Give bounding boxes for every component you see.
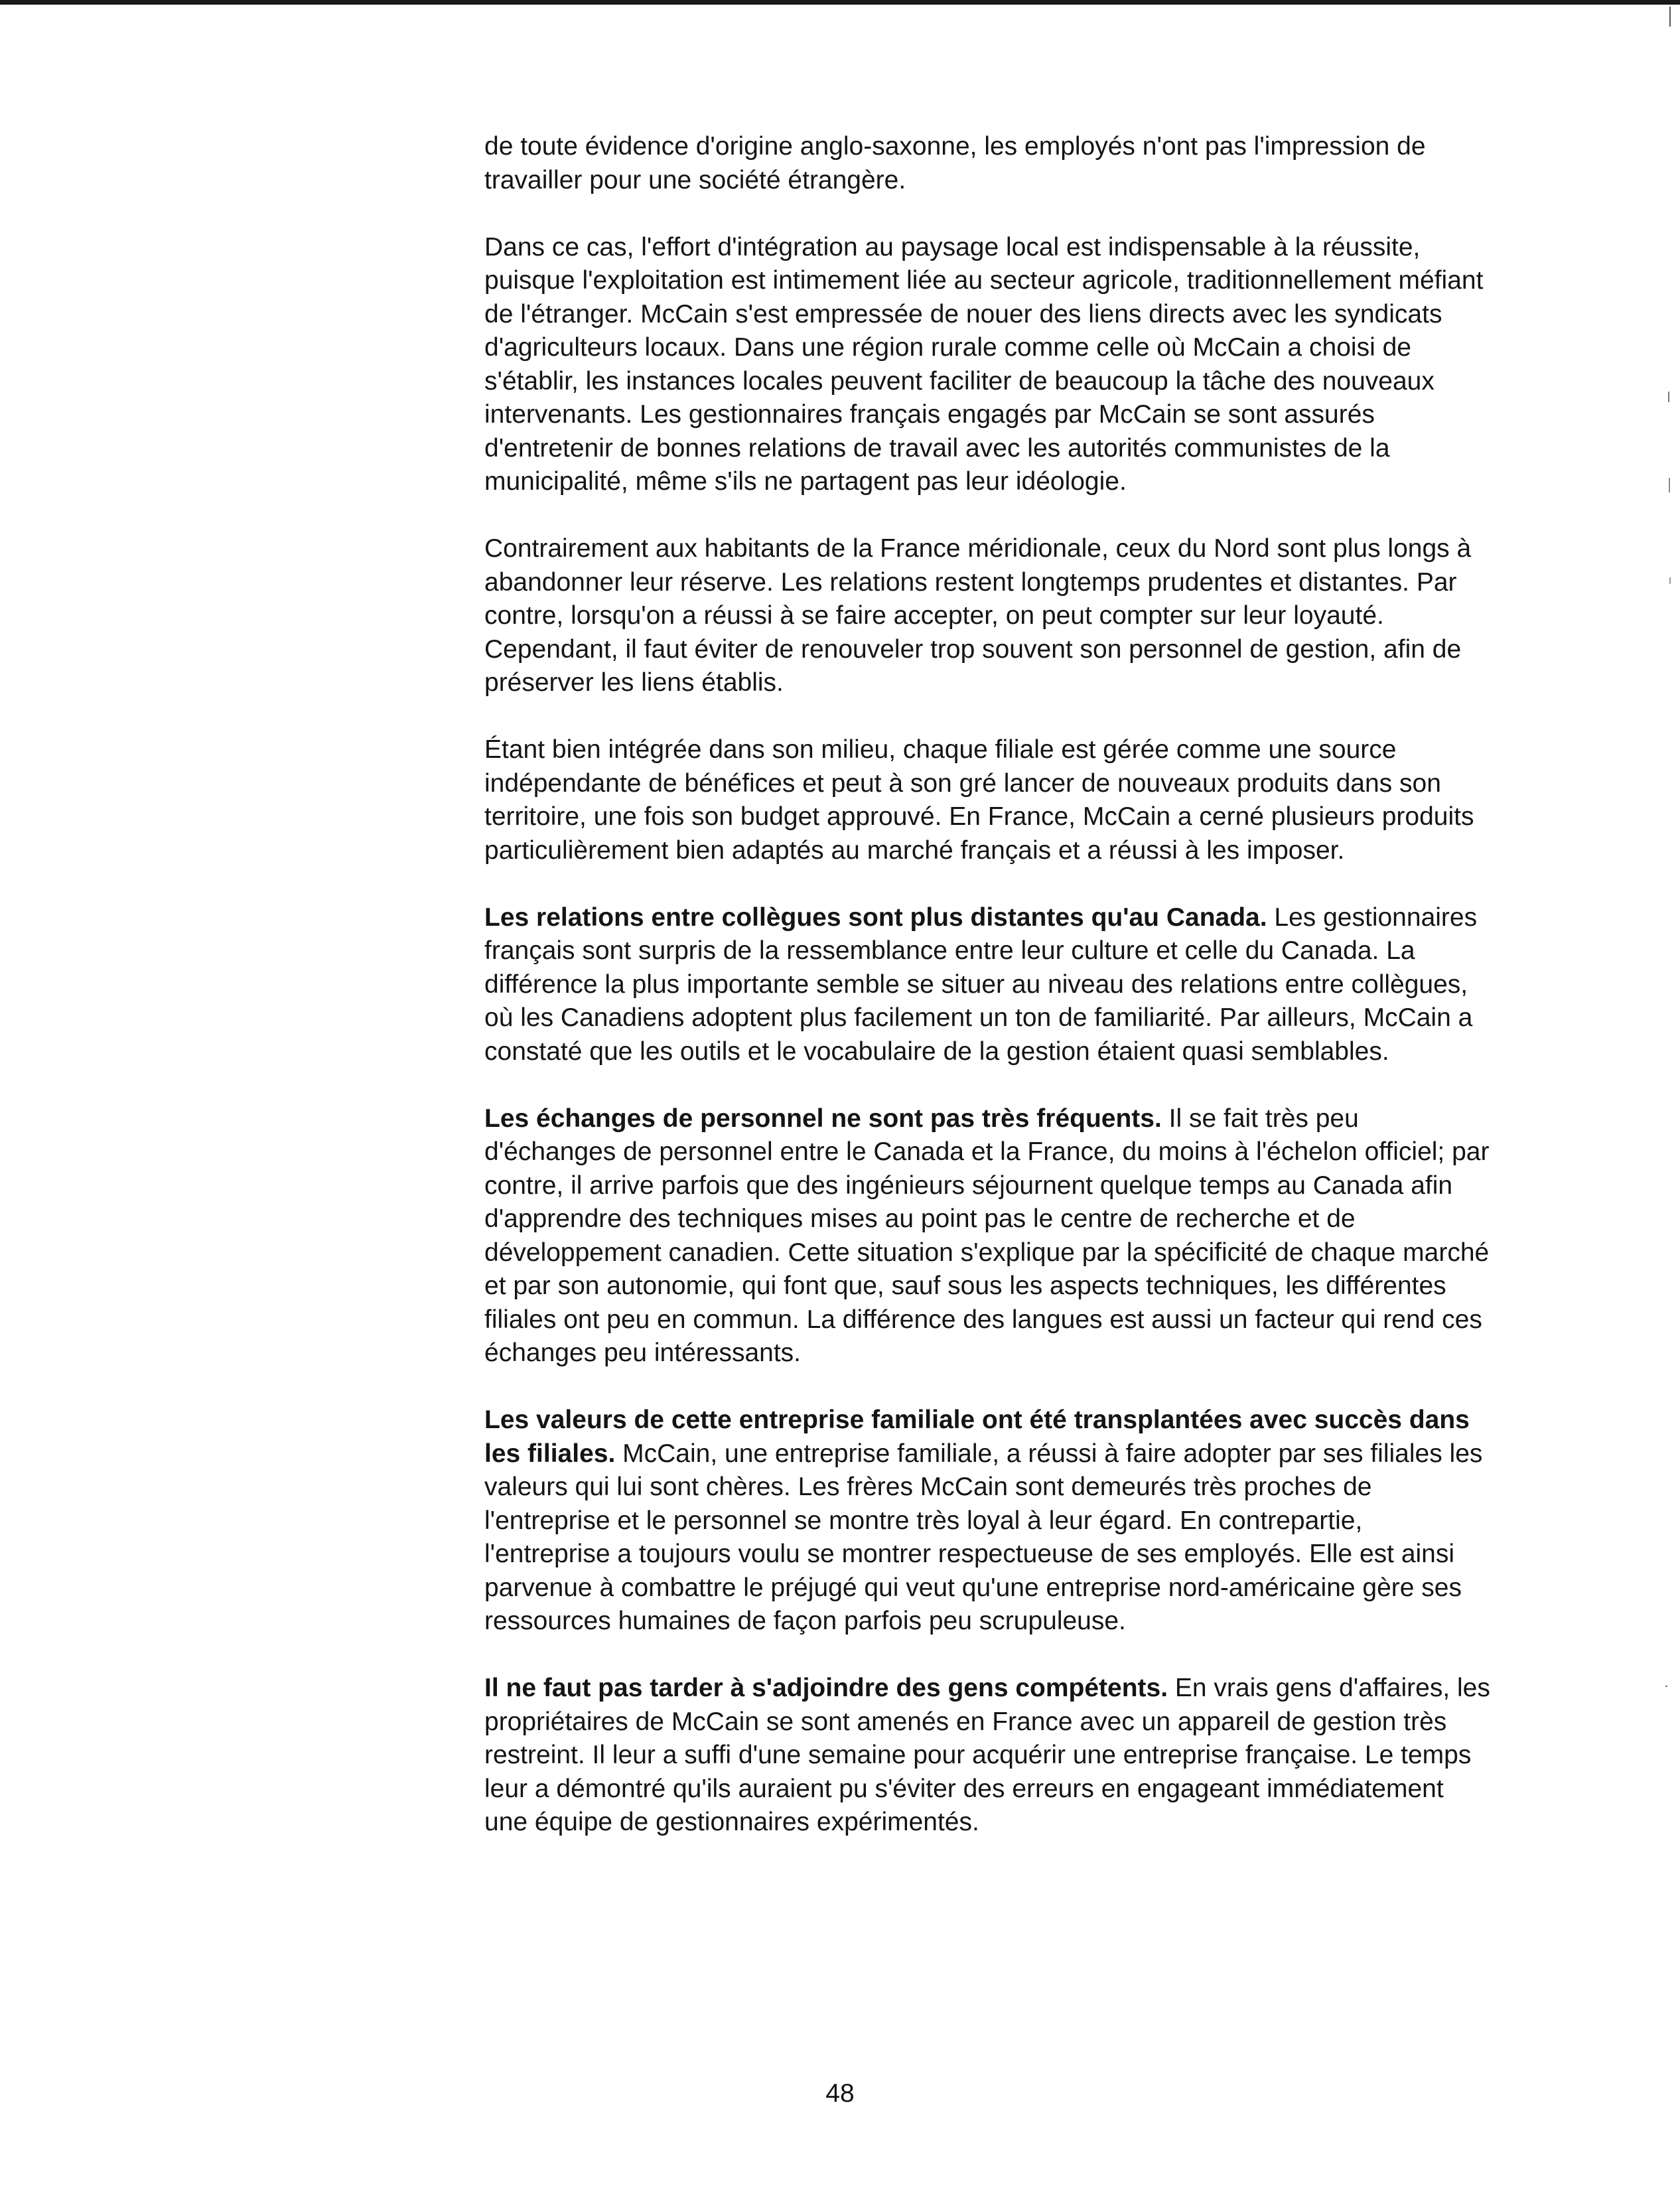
paragraph-lead-heading: Les échanges de personnel ne sont pas très fréquents. [484, 1104, 1162, 1133]
paragraph-text: En vrais gens d'affaires, les propriétaires de McCain se sont amenés en France avec un appareil de gestion très restreint. Il leur a suffi d'une semaine pour acquérir une entreprise française. Le temps leur a démontré qu'ils auraient pu s'éviter des erreurs en engageant immédiatement une équipe de gestionnaires expérimentés. [484, 1674, 1490, 1836]
scan-edge-specks [1659, 0, 1680, 2186]
paragraph-lead-heading: Les relations entre collègues sont plus distantes qu'au Canada. [484, 903, 1267, 932]
paragraph-5 [484, 901, 1493, 1069]
paragraph-text: McCain, une entreprise familiale, a réussi à faire adopter par ses filiales les valeurs qui lui sont chères. Les frères McCain sont demeurés très proches de l'entreprise et le personnel se montre très loyal à leur égard. En contrepartie, l'entreprise a toujours voulu se montrer respectueuse de ses employés. Elle est ainsi parvenue à combattre le préjugé qui veut qu'une entreprise nord-américaine gère ses ressources humaines de façon parfois peu scrupuleuse. [484, 1439, 1483, 1635]
document-body [484, 130, 1493, 1873]
paragraph-3 [484, 532, 1493, 700]
paragraph-7 [484, 1404, 1493, 1639]
paragraph-4 [484, 733, 1493, 867]
paragraph-lead-heading: Les valeurs de cette entreprise familiale ont été transplantées avec succès dans les filiales. [484, 1406, 1470, 1468]
paragraph-text: Dans ce cas, l'effort d'intégration au paysage local est indispensable à la réussite, puisque l'exploitation est intimement liée au secteur agricole, traditionnellement méfiant de l'étranger. McCain s'est empressée de nouer des liens directs avec les syndicats d'agriculteurs locaux. Dans une région rurale comme celle où McCain a choisi de s'établir, les instances locales peuvent faciliter de beaucoup la tâche des nouveaux intervenants. Les gestionnaires français engagés par McCain se sont assurés d'entretenir de bonnes relations de travail avec les autorités communistes de la municipalité, même s'ils ne partagent pas leur idéologie. [484, 232, 1484, 496]
paragraph-lead-heading: Il ne faut pas tarder à s'adjoindre des gens compétents. [484, 1674, 1168, 1702]
page-number: 48 [825, 2079, 855, 2108]
paragraph-text: Contrairement aux habitants de la France méridionale, ceux du Nord sont plus longs à abandonner leur réserve. Les relations restent longtemps prudentes et distantes. Par contre, lorsqu'on a réussi à se faire accepter, on peut compter sur leur loyauté. Cependant, il faut éviter de renouveler trop souvent son personnel de gestion, afin de préserver les liens établis. [484, 534, 1472, 697]
paragraph-1 [484, 130, 1493, 197]
paragraph-2 [484, 231, 1493, 499]
paragraph-text: Il se fait très peu d'échanges de personnel entre le Canada et la France, du moins à l'échelon officiel; par contre, il arrive parfois que des ingénieurs séjournent quelque temps au Canada afin d'apprendre des techniques mises au point pas le centre de recherche et de développement canadien. Cette situation s'explique par la spécificité de chaque marché et par son autonomie, qui font que, sauf sous les aspects techniques, les différentes filiales ont peu en commun. La différence des langues est aussi un facteur qui rend ces échanges peu intéressants. [484, 1104, 1490, 1367]
page-top-rule [0, 0, 1680, 5]
paragraph-8 [484, 1672, 1493, 1840]
paragraph-text: Étant bien intégrée dans son milieu, chaque filiale est gérée comme une source indépendante de bénéfices et peut à son gré lancer de nouveaux produits dans son territoire, une fois son budget approuvé. En France, McCain a cerné plusieurs produits particulièrement bien adaptés au marché français et a réussi à les imposer. [484, 735, 1474, 865]
paragraph-text: de toute évidence d'origine anglo-saxonne, les employés n'ont pas l'impression de travailler pour une société étrangère. [484, 132, 1426, 194]
paragraph-6 [484, 1102, 1493, 1370]
paragraph-text: Les gestionnaires français sont surpris de la ressemblance entre leur culture et celle du Canada. La différence la plus importante semble se situer au niveau des relations entre collègues, où les Canadiens adoptent plus facilement un ton de familiarité. Par ailleurs, McCain a constaté que les outils et le vocabulaire de la gestion étaient quasi semblables. [484, 903, 1478, 1066]
